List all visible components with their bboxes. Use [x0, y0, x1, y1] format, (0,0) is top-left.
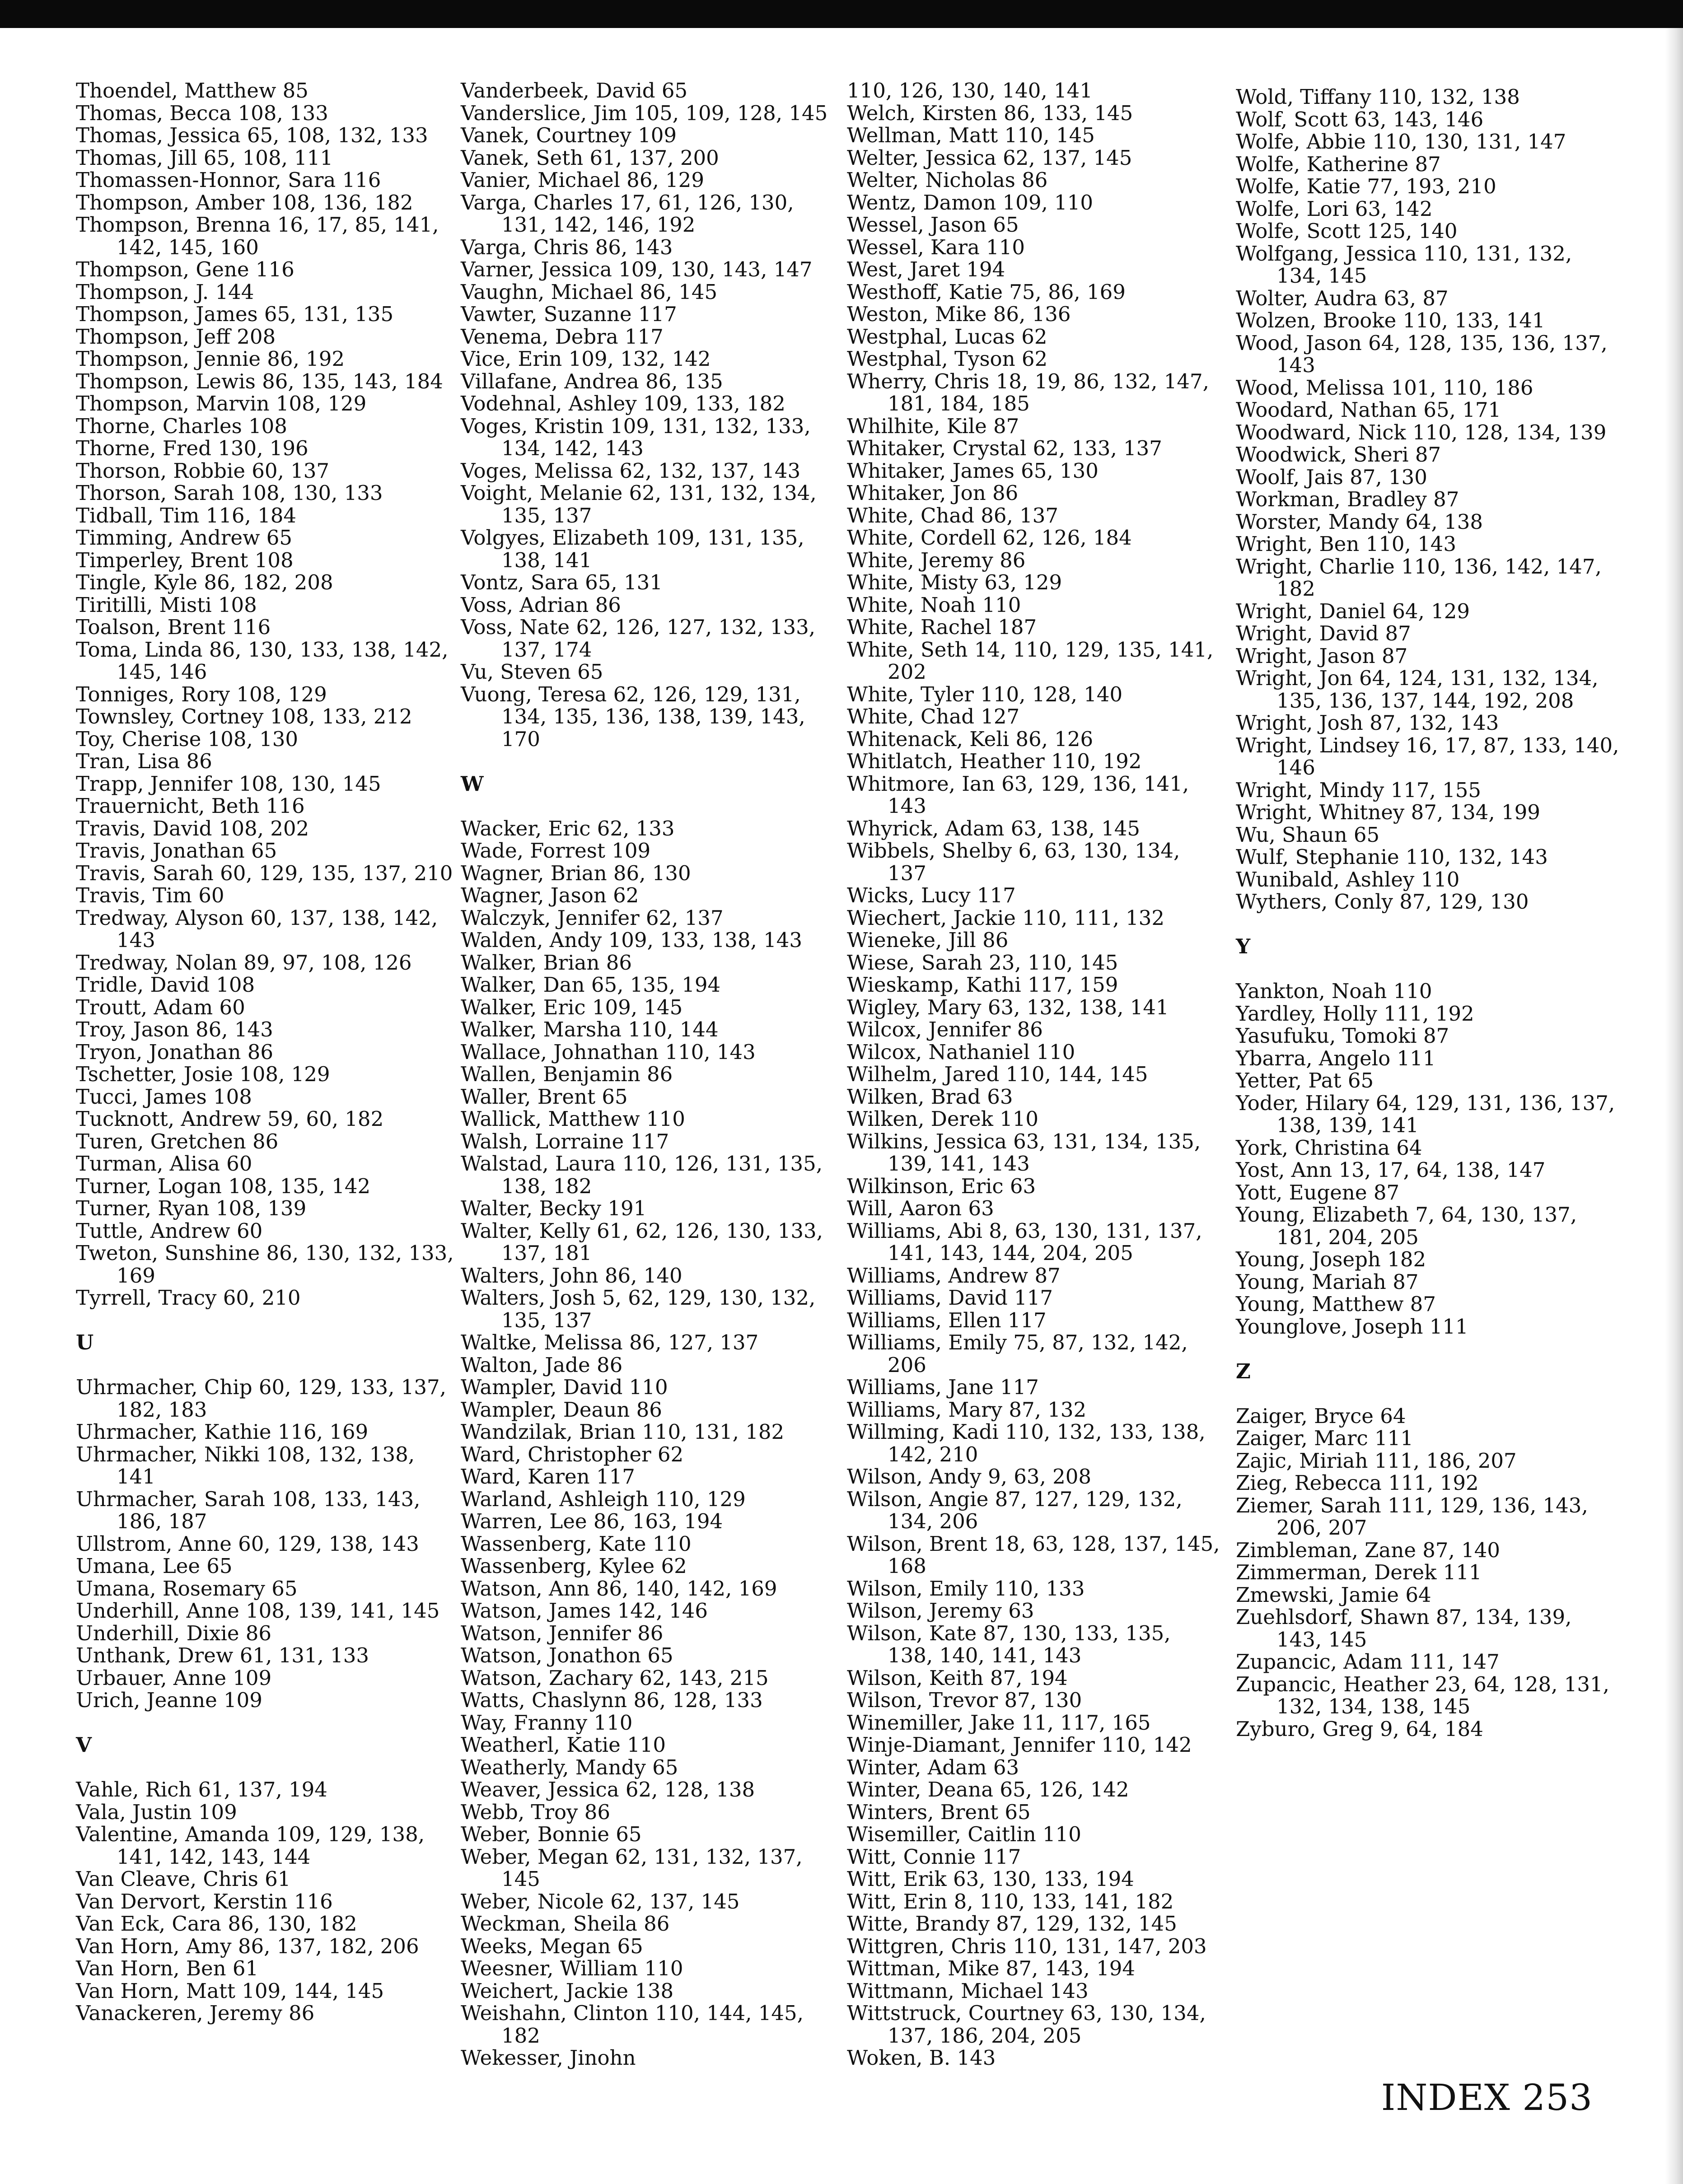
- index-entry: White, Rachel 187: [847, 615, 1037, 639]
- index-entry: Workman, Bradley 87: [1236, 487, 1459, 511]
- index-entry: Winters, Brent 65: [847, 1800, 1031, 1824]
- index-entry: Wibbels, Shelby 6, 63, 130, 134, 137: [847, 839, 1180, 885]
- index-entry: Yott, Eugene 87: [1236, 1180, 1400, 1204]
- index-entry: Weeks, Megan 65: [461, 1934, 643, 1958]
- index-entry: Wampler, David 110: [461, 1375, 668, 1399]
- index-entry: White, Tyler 110, 128, 140: [847, 682, 1123, 706]
- index-entry: Weber, Megan 62, 131, 132, 137, 145: [461, 1844, 803, 1891]
- index-entry: Tonniges, Rory 108, 129: [76, 682, 327, 706]
- index-entry: Witt, Connie 117: [847, 1844, 1021, 1869]
- index-entry: Zajic, Miriah 111, 186, 207: [1236, 1448, 1517, 1473]
- index-entry: Webb, Troy 86: [461, 1800, 611, 1824]
- index-entry: Thorson, Robbie 60, 137: [76, 458, 330, 483]
- index-entry: Zupancic, Heather 23, 64, 128, 131, 132, 134, 138, 145: [1236, 1672, 1609, 1718]
- index-column-3: [847, 79, 1222, 2069]
- index-entry: Wilken, Derek 110: [847, 1107, 1039, 1131]
- index-entry: Weckman, Sheila 86: [461, 1912, 670, 1936]
- index-entry: Vanackeren, Jeremy 86: [76, 2001, 315, 2025]
- index-entry: Westphal, Lucas 62: [847, 324, 1047, 349]
- index-entry: Townsley, Cortney 108, 133, 212: [76, 705, 412, 728]
- index-entry: Vala, Justin 109: [76, 1800, 237, 1824]
- index-entry: Wolfe, Scott 125, 140: [1236, 219, 1458, 243]
- index-entry: Woolf, Jais 87, 130: [1236, 465, 1427, 489]
- index-entry: Wentz, Damon 109, 110: [847, 190, 1093, 215]
- index-entry: Wade, Forrest 109: [461, 839, 651, 863]
- index-entry: Uhrmacher, Sarah 108, 133, 143, 186, 187: [76, 1487, 421, 1533]
- index-entry: Wolfe, Lori 63, 142: [1236, 196, 1433, 221]
- index-entry: Travis, David 108, 202: [76, 816, 309, 840]
- index-entry: Waller, Brent 65: [461, 1084, 628, 1109]
- index-entry: Trauernicht, Beth 116: [76, 794, 305, 818]
- index-entry: Thompson, Jennie 86, 192: [76, 347, 345, 371]
- index-entry: Voss, Adrian 86: [461, 593, 621, 617]
- index-entry: Weichert, Jackie 138: [461, 1979, 674, 2003]
- index-entry: Wright, Jason 87: [1236, 644, 1408, 668]
- index-entry: White, Seth 14, 110, 129, 135, 141, 202: [847, 637, 1214, 684]
- index-entry: Tucci, James 108: [76, 1084, 252, 1109]
- section-letter: Y: [1236, 934, 1251, 958]
- index-entry: Wilcox, Nathaniel 110: [847, 1040, 1075, 1064]
- index-entry: Tran, Lisa 86: [76, 749, 212, 773]
- index-entry: Tredway, Nolan 89, 97, 108, 126: [76, 950, 412, 975]
- index-entry: Van Eck, Cara 86, 130, 182: [76, 1912, 357, 1936]
- index-entry: Wieneke, Jill 86: [847, 928, 1009, 952]
- index-entry: Wilson, Trevor 87, 130: [847, 1688, 1082, 1712]
- index-entry: Whitaker, James 65, 130: [847, 458, 1099, 483]
- index-entry: Vuong, Teresa 62, 126, 129, 131, 134, 135, 136, 138, 139, 143, 170: [461, 682, 805, 751]
- index-entry: Vontz, Sara 65, 131: [461, 570, 663, 594]
- index-entry: Williams, Abi 8, 63, 130, 131, 137, 141, 143, 144, 204, 205: [847, 1218, 1202, 1265]
- index-entry: Valentine, Amanda 109, 129, 138, 141, 142, 143, 144: [76, 1822, 425, 1869]
- index-entry: Turner, Logan 108, 135, 142: [76, 1174, 371, 1198]
- index-entry: Wallen, Benjamin 86: [461, 1062, 673, 1086]
- index-entry: Warland, Ashleigh 110, 129: [461, 1487, 746, 1511]
- index-entry: Yardley, Holly 111, 192: [1236, 1001, 1474, 1026]
- index-entry: Winter, Adam 63: [847, 1755, 1019, 1779]
- index-entry: White, Jeremy 86: [847, 548, 1026, 572]
- index-entry: Thompson, Jeff 208: [76, 324, 276, 349]
- index-entry: Turen, Gretchen 86: [76, 1129, 279, 1153]
- index-entry: Woodard, Nathan 65, 171: [1236, 398, 1501, 422]
- index-entry: Wilcox, Jennifer 86: [847, 1017, 1043, 1041]
- index-entry: Whitmore, Ian 63, 129, 136, 141, 143: [847, 771, 1189, 818]
- index-entry: Tridle, David 108: [76, 973, 255, 997]
- index-entry: Ward, Christopher 62: [461, 1442, 684, 1466]
- index-entry: Zupancic, Adam 111, 147: [1236, 1650, 1500, 1674]
- index-entry: Urbauer, Anne 109: [76, 1666, 272, 1690]
- index-entry: Younglove, Joseph 111: [1236, 1314, 1468, 1339]
- index-entry: Yost, Ann 13, 17, 64, 138, 147: [1236, 1158, 1546, 1182]
- index-entry: Whyrick, Adam 63, 138, 145: [847, 816, 1141, 840]
- index-entry: Will, Aaron 63: [847, 1196, 994, 1220]
- index-entry: Walters, Josh 5, 62, 129, 130, 132, 135, 137: [461, 1286, 816, 1332]
- index-entry: Toy, Cherise 108, 130: [76, 727, 299, 751]
- index-entry: Timperley, Brent 108: [76, 548, 294, 572]
- index-entry: Thomas, Jill 65, 108, 111: [76, 145, 333, 170]
- index-entry: Tweton, Sunshine 86, 130, 132, 133, 169: [76, 1241, 454, 1288]
- index-entry: Walker, Dan 65, 135, 194: [461, 973, 721, 997]
- index-entry: Wilson, Keith 87, 194: [847, 1666, 1068, 1690]
- index-entry: Wolter, Audra 63, 87: [1236, 286, 1449, 310]
- index-entry: Wright, David 87: [1236, 621, 1411, 645]
- index-entry: Tyrrell, Tracy 60, 210: [76, 1286, 301, 1310]
- index-entry: Wittman, Mike 87, 143, 194: [847, 1956, 1136, 1980]
- index-entry: Turner, Ryan 108, 139: [76, 1196, 307, 1220]
- index-column-1: [76, 79, 455, 2025]
- index-entry: Zaiger, Marc 111: [1236, 1426, 1413, 1450]
- index-entry: Wellman, Matt 110, 145: [847, 123, 1095, 147]
- index-entry: Thompson, J. 144: [76, 280, 254, 304]
- index-entry: Tucknott, Andrew 59, 60, 182: [76, 1107, 384, 1131]
- index-entry: Umana, Lee 65: [76, 1554, 233, 1578]
- index-entry: Walczyk, Jennifer 62, 137: [461, 905, 724, 930]
- index-entry: Wieskamp, Kathi 117, 159: [847, 973, 1118, 997]
- index-entry: Williams, Mary 87, 132: [847, 1397, 1087, 1422]
- index-entry: Vaughn, Michael 86, 145: [461, 280, 718, 304]
- index-entry: Wright, Mindy 117, 155: [1236, 778, 1481, 802]
- index-entry: Wright, Whitney 87, 134, 199: [1236, 800, 1540, 824]
- index-entry: Thomassen-Honnor, Sara 116: [76, 168, 381, 192]
- index-entry: Van Horn, Amy 86, 137, 182, 206: [76, 1934, 419, 1958]
- index-entry: Weston, Mike 86, 136: [847, 302, 1071, 326]
- index-entry: Welter, Jessica 62, 137, 145: [847, 145, 1132, 170]
- index-entry: Voges, Melissa 62, 132, 137, 143: [461, 458, 801, 483]
- index-entry: Varga, Charles 17, 61, 126, 130, 131, 142, 146, 192: [461, 190, 794, 237]
- index-entry: Tryon, Jonathan 86: [76, 1040, 274, 1064]
- index-entry: Thoendel, Matthew 85: [76, 79, 309, 103]
- index-entry: Uhrmacher, Chip 60, 129, 133, 137, 182, 183: [76, 1375, 446, 1422]
- index-entry: Travis, Sarah 60, 129, 135, 137, 210: [76, 861, 453, 885]
- index-entry: Wood, Jason 64, 128, 135, 136, 137, 143: [1236, 331, 1608, 377]
- index-entry: Watson, Jennifer 86: [461, 1621, 664, 1645]
- index-entry: Thorne, Charles 108: [76, 414, 287, 438]
- index-entry: Wilson, Angie 87, 127, 129, 132, 134, 206: [847, 1487, 1183, 1533]
- index-entry: Young, Matthew 87: [1236, 1292, 1436, 1316]
- index-entry: Worster, Mandy 64, 138: [1236, 509, 1483, 534]
- index-entry: Van Horn, Matt 109, 144, 145: [76, 1979, 384, 2003]
- index-entry: Wiese, Sarah 23, 110, 145: [847, 950, 1118, 975]
- index-entry: Turman, Alisa 60: [76, 1152, 252, 1176]
- index-entry: Williams, Andrew 87: [847, 1263, 1061, 1288]
- index-entry: Wolf, Scott 63, 143, 146: [1236, 107, 1484, 131]
- page-binding-shadow: [1665, 28, 1683, 2184]
- index-entry: Wassenberg, Kate 110: [461, 1531, 692, 1556]
- index-entry: Troutt, Adam 60: [76, 995, 245, 1019]
- index-entry: Tingle, Kyle 86, 182, 208: [76, 570, 333, 594]
- index-entry: Ybarra, Angelo 111: [1236, 1046, 1436, 1070]
- index-entry: Tschetter, Josie 108, 129: [76, 1062, 330, 1086]
- index-entry: Yankton, Noah 110: [1236, 979, 1432, 1003]
- index-entry: Vanek, Courtney 109: [461, 123, 677, 147]
- index-entry: Wacker, Eric 62, 133: [461, 816, 675, 840]
- index-entry: Wood, Melissa 101, 110, 186: [1236, 375, 1533, 400]
- index-entry: Walters, John 86, 140: [461, 1263, 683, 1288]
- index-entry: Woodwick, Sheri 87: [1236, 443, 1441, 467]
- index-entry: Weaver, Jessica 62, 128, 138: [461, 1778, 755, 1801]
- index-entry: Winje-Diamant, Jennifer 110, 142: [847, 1733, 1192, 1757]
- index-entry: Wiechert, Jackie 110, 111, 132: [847, 905, 1165, 930]
- index-entry: Wright, Jon 64, 124, 131, 132, 134, 135, 136, 137, 144, 192, 208: [1236, 666, 1599, 713]
- index-entry: Umana, Rosemary 65: [76, 1576, 298, 1601]
- index-entry: West, Jaret 194: [847, 257, 1005, 281]
- index-entry: Witte, Brandy 87, 129, 132, 145: [847, 1912, 1177, 1936]
- index-entry: Wright, Daniel 64, 129: [1236, 599, 1470, 623]
- index-entry: Walter, Kelly 61, 62, 126, 130, 133, 137, 181: [461, 1218, 823, 1265]
- index-entry: Wright, Charlie 110, 136, 142, 147, 182: [1236, 554, 1602, 601]
- index-entry: Wessel, Kara 110: [847, 235, 1025, 259]
- index-entry: White, Misty 63, 129: [847, 570, 1062, 594]
- index-column-4: [1236, 86, 1620, 1740]
- index-entry: York, Christina 64: [1236, 1135, 1422, 1160]
- index-entry: Unthank, Drew 61, 131, 133: [76, 1643, 369, 1667]
- index-entry: Thorne, Fred 130, 196: [76, 436, 309, 460]
- index-entry: Weishahn, Clinton 110, 144, 145, 182: [461, 2001, 804, 2048]
- index-entry: White, Chad 127: [847, 705, 1020, 728]
- index-entry: Witt, Erik 63, 130, 133, 194: [847, 1867, 1134, 1891]
- index-entry: Trapp, Jennifer 108, 130, 145: [76, 771, 381, 796]
- index-entry: Wolfgang, Jessica 110, 131, 132, 134, 145: [1236, 241, 1572, 288]
- index-entry: Walker, Eric 109, 145: [461, 995, 683, 1019]
- index-entry: Varga, Chris 86, 143: [461, 235, 673, 259]
- index-entry: Watson, James 142, 146: [461, 1599, 708, 1623]
- index-entry: Williams, Emily 75, 87, 132, 142, 206: [847, 1330, 1188, 1377]
- index-entry: Wessel, Jason 65: [847, 213, 1019, 237]
- index-entry: Wolfe, Katie 77, 193, 210: [1236, 174, 1496, 198]
- index-entry: Thompson, Gene 116: [76, 257, 295, 281]
- index-entry: Witt, Erin 8, 110, 133, 141, 182: [847, 1889, 1174, 1913]
- section-letter: W: [461, 771, 484, 796]
- index-entry: Thompson, Brenna 16, 17, 85, 141, 142, 145, 160: [76, 213, 439, 259]
- index-entry: Thompson, Amber 108, 136, 182: [76, 190, 413, 215]
- index-entry: Woken, B. 143: [847, 2046, 996, 2070]
- index-entry: Vanek, Seth 61, 137, 200: [461, 145, 719, 170]
- index-entry: Watson, Zachary 62, 143, 215: [461, 1666, 769, 1690]
- index-entry: Wallace, Johnathan 110, 143: [461, 1040, 756, 1064]
- index-entry: Toalson, Brent 116: [76, 615, 271, 639]
- index-entry: Ward, Karen 117: [461, 1465, 635, 1489]
- index-entry: Wythers, Conly 87, 129, 130: [1236, 890, 1529, 914]
- index-entry: Thompson, James 65, 131, 135: [76, 302, 394, 326]
- index-entry: 110, 126, 130, 140, 141: [847, 79, 1093, 103]
- index-entry: White, Noah 110: [847, 593, 1021, 617]
- index-entry: Wallick, Matthew 110: [461, 1107, 685, 1131]
- index-entry: Volgyes, Elizabeth 109, 131, 135, 138, 141: [461, 526, 804, 572]
- index-entry: Weatherl, Katie 110: [461, 1733, 666, 1757]
- index-entry: Weber, Bonnie 65: [461, 1822, 642, 1846]
- index-entry: Walton, Jade 86: [461, 1353, 623, 1377]
- index-entry: Wandzilak, Brian 110, 131, 182: [461, 1420, 785, 1444]
- index-entry: Wittgren, Chris 110, 131, 147, 203: [847, 1934, 1207, 1958]
- index-entry: Wittstruck, Courtney 63, 130, 134, 137, 186, 204, 205: [847, 2001, 1206, 2048]
- index-entry: Yasufuku, Tomoki 87: [1236, 1024, 1449, 1048]
- index-entry: Wagner, Jason 62: [461, 883, 639, 907]
- index-entry: Wittmann, Michael 143: [847, 1979, 1089, 2003]
- index-entry: Thomas, Becca 108, 133: [76, 101, 328, 125]
- index-entry: Wolfe, Katherine 87: [1236, 152, 1441, 176]
- index-entry: Wilson, Kate 87, 130, 133, 135, 138, 140, 141, 143: [847, 1621, 1171, 1667]
- index-entry: Zimbleman, Zane 87, 140: [1236, 1538, 1501, 1562]
- index-entry: Van Horn, Ben 61: [76, 1956, 259, 1980]
- index-entry: Ullstrom, Anne 60, 129, 138, 143: [76, 1531, 419, 1556]
- index-entry: Wherry, Chris 18, 19, 86, 132, 147, 181, 184, 185: [847, 369, 1209, 415]
- index-entry: Ziemer, Sarah 111, 129, 136, 143, 206, 207: [1236, 1493, 1588, 1540]
- index-entry: Willming, Kadi 110, 132, 133, 138, 142, 210: [847, 1420, 1206, 1466]
- index-entry: Williams, Jane 117: [847, 1375, 1039, 1399]
- index-entry: Wisemiller, Caitlin 110: [847, 1822, 1081, 1846]
- index-entry: Williams, Ellen 117: [847, 1308, 1047, 1332]
- index-entry: Welch, Kirsten 86, 133, 145: [847, 101, 1133, 125]
- index-entry: Wampler, Deaun 86: [461, 1397, 662, 1422]
- index-entry: Wilson, Brent 18, 63, 128, 137, 145, 168: [847, 1531, 1220, 1578]
- index-entry: Walker, Marsha 110, 144: [461, 1017, 719, 1041]
- index-entry: Young, Elizabeth 7, 64, 130, 137, 181, 204, 205: [1236, 1203, 1577, 1249]
- index-entry: Timming, Andrew 65: [76, 526, 293, 550]
- index-entry: Yoder, Hilary 64, 129, 131, 136, 137, 138, 139, 141: [1236, 1091, 1615, 1137]
- index-entry: Wu, Shaun 65: [1236, 822, 1380, 847]
- index-entry: Wilkins, Jessica 63, 131, 134, 135, 139, 141, 143: [847, 1129, 1201, 1176]
- index-entry: Walker, Brian 86: [461, 950, 632, 975]
- page-footer: INDEX 253: [1381, 2077, 1593, 2119]
- index-entry: Wilkinson, Eric 63: [847, 1174, 1036, 1198]
- section-letter: Z: [1236, 1359, 1251, 1383]
- index-entry: Underhill, Anne 108, 139, 141, 145: [76, 1599, 440, 1623]
- index-entry: Urich, Jeanne 109: [76, 1688, 262, 1712]
- index-entry: Williams, David 117: [847, 1286, 1053, 1310]
- index-entry: Wilhelm, Jared 110, 144, 145: [847, 1062, 1148, 1086]
- index-entry: Varner, Jessica 109, 130, 143, 147: [461, 257, 813, 281]
- index-entry: Walter, Becky 191: [461, 1196, 647, 1220]
- index-entry: Tredway, Alyson 60, 137, 138, 142, 143: [76, 905, 438, 952]
- index-entry: Toma, Linda 86, 130, 133, 138, 142, 145, 146: [76, 637, 449, 684]
- index-entry: Wilken, Brad 63: [847, 1084, 1013, 1109]
- index-entry: Wright, Lindsey 16, 17, 87, 133, 140, 146: [1236, 733, 1619, 779]
- index-entry: Tiritilli, Misti 108: [76, 593, 257, 617]
- index-entry: Vice, Erin 109, 132, 142: [461, 347, 711, 371]
- index-entry: Wigley, Mary 63, 132, 138, 141: [847, 995, 1169, 1019]
- index-entry: Tuttle, Andrew 60: [76, 1218, 263, 1243]
- index-entry: Van Dervort, Kerstin 116: [76, 1889, 333, 1913]
- index-entry: Watson, Ann 86, 140, 142, 169: [461, 1576, 777, 1601]
- index-entry: Walden, Andy 109, 133, 138, 143: [461, 928, 802, 952]
- index-entry: Vawter, Suzanne 117: [461, 302, 677, 326]
- index-entry: Zmewski, Jamie 64: [1236, 1582, 1431, 1607]
- index-entry: Vodehnal, Ashley 109, 133, 182: [461, 392, 785, 415]
- index-entry: Venema, Debra 117: [461, 324, 664, 349]
- index-entry: Weesner, William 110: [461, 1956, 683, 1980]
- index-entry: Way, Franny 110: [461, 1710, 633, 1735]
- index-entry: White, Cordell 62, 126, 184: [847, 526, 1132, 550]
- index-entry: Wright, Ben 110, 143: [1236, 532, 1456, 556]
- index-entry: Vanderslice, Jim 105, 109, 128, 145: [461, 101, 828, 125]
- index-entry: Whitlatch, Heather 110, 192: [847, 749, 1142, 773]
- index-entry: Whitaker, Jon 86: [847, 481, 1019, 505]
- index-entry: Wilson, Jeremy 63: [847, 1599, 1034, 1623]
- index-entry: Winter, Deana 65, 126, 142: [847, 1778, 1129, 1801]
- index-entry: Zuehlsdorf, Shawn 87, 134, 139, 143, 145: [1236, 1605, 1572, 1652]
- index-entry: Zieg, Rebecca 111, 192: [1236, 1471, 1479, 1495]
- index-entry: Whitenack, Keli 86, 126: [847, 727, 1094, 751]
- index-entry: Vanier, Michael 86, 129: [461, 168, 704, 192]
- index-entry: Uhrmacher, Nikki 108, 132, 138, 141: [76, 1442, 415, 1489]
- index-entry: Westphal, Tyson 62: [847, 347, 1048, 371]
- index-entry: Wilson, Emily 110, 133: [847, 1576, 1085, 1601]
- section-letter: U: [76, 1330, 94, 1354]
- index-entry: Wassenberg, Kylee 62: [461, 1554, 687, 1578]
- index-entry: Underhill, Dixie 86: [76, 1621, 272, 1645]
- index-entry: Young, Mariah 87: [1236, 1269, 1419, 1294]
- index-entry: Thompson, Marvin 108, 129: [76, 392, 367, 415]
- index-entry: Yetter, Pat 65: [1236, 1069, 1374, 1092]
- index-entry: Warren, Lee 86, 163, 194: [461, 1509, 723, 1533]
- index-entry: Whilhite, Kile 87: [847, 414, 1019, 438]
- index-entry: Travis, Jonathan 65: [76, 839, 277, 863]
- index-entry: Wulf, Stephanie 110, 132, 143: [1236, 845, 1548, 869]
- index-entry: Wolzen, Brooke 110, 133, 141: [1236, 308, 1545, 332]
- index-entry: Zimmerman, Derek 111: [1236, 1560, 1482, 1584]
- top-dark-border: [0, 0, 1683, 28]
- index-entry: Wright, Josh 87, 132, 143: [1236, 711, 1499, 735]
- index-entry: Van Cleave, Chris 61: [76, 1867, 291, 1891]
- index-entry: Westhoff, Katie 75, 86, 169: [847, 280, 1126, 304]
- index-entry: Welter, Nicholas 86: [847, 168, 1048, 192]
- index-entry: Thorson, Sarah 108, 130, 133: [76, 481, 383, 505]
- index-entry: Vahle, Rich 61, 137, 194: [76, 1778, 327, 1801]
- index-entry: Vanderbeek, David 65: [461, 79, 688, 103]
- index-entry: Winemiller, Jake 11, 117, 165: [847, 1710, 1151, 1735]
- index-entry: Tidball, Tim 116, 184: [76, 503, 297, 527]
- index-entry: Troy, Jason 86, 143: [76, 1017, 273, 1041]
- index-entry: Voges, Kristin 109, 131, 132, 133, 134, 142, 143: [461, 414, 811, 460]
- index-entry: Voss, Nate 62, 126, 127, 132, 133, 137, 174: [461, 615, 816, 662]
- index-entry: Young, Joseph 182: [1236, 1247, 1426, 1271]
- index-entry: Walstad, Laura 110, 126, 131, 135, 138, 182: [461, 1152, 823, 1198]
- index-entry: Zyburo, Greg 9, 64, 184: [1236, 1717, 1483, 1741]
- index-entry: Woodward, Nick 110, 128, 134, 139: [1236, 420, 1607, 444]
- index-entry: Waltke, Melissa 86, 127, 137: [461, 1330, 759, 1354]
- index-entry: Wold, Tiffany 110, 132, 138: [1236, 85, 1520, 109]
- index-entry: Wekesser, Jinohn: [461, 2046, 636, 2070]
- index-entry: Voight, Melanie 62, 131, 132, 134, 135, 137: [461, 481, 817, 527]
- index-entry: Wicks, Lucy 117: [847, 883, 1016, 907]
- index-entry: Weatherly, Mandy 65: [461, 1755, 678, 1779]
- index-entry: Wolfe, Abbie 110, 130, 131, 147: [1236, 130, 1566, 154]
- index-entry: Walsh, Lorraine 117: [461, 1129, 669, 1153]
- index-entry: Uhrmacher, Kathie 116, 169: [76, 1420, 369, 1444]
- index-entry: Villafane, Andrea 86, 135: [461, 369, 723, 393]
- index-entry: Watts, Chaslynn 86, 128, 133: [461, 1688, 763, 1712]
- index-entry: Vu, Steven 65: [461, 660, 603, 684]
- index-entry: Wunibald, Ashley 110: [1236, 867, 1460, 891]
- index-entry: Zaiger, Bryce 64: [1236, 1404, 1406, 1428]
- index-entry: Wilson, Andy 9, 63, 208: [847, 1465, 1092, 1489]
- index-entry: Weber, Nicole 62, 137, 145: [461, 1889, 740, 1913]
- index-entry: White, Chad 86, 137: [847, 503, 1059, 527]
- index-entry: Whitaker, Crystal 62, 133, 137: [847, 436, 1162, 460]
- index-entry: Wagner, Brian 86, 130: [461, 861, 691, 885]
- index-entry: Thompson, Lewis 86, 135, 143, 184: [76, 369, 443, 393]
- section-letter: V: [76, 1733, 92, 1757]
- index-column-2: [461, 79, 840, 2069]
- index-entry: Watson, Jonathon 65: [461, 1643, 673, 1667]
- index-entry: Thomas, Jessica 65, 108, 132, 133: [76, 123, 428, 147]
- index-entry: Travis, Tim 60: [76, 883, 224, 907]
